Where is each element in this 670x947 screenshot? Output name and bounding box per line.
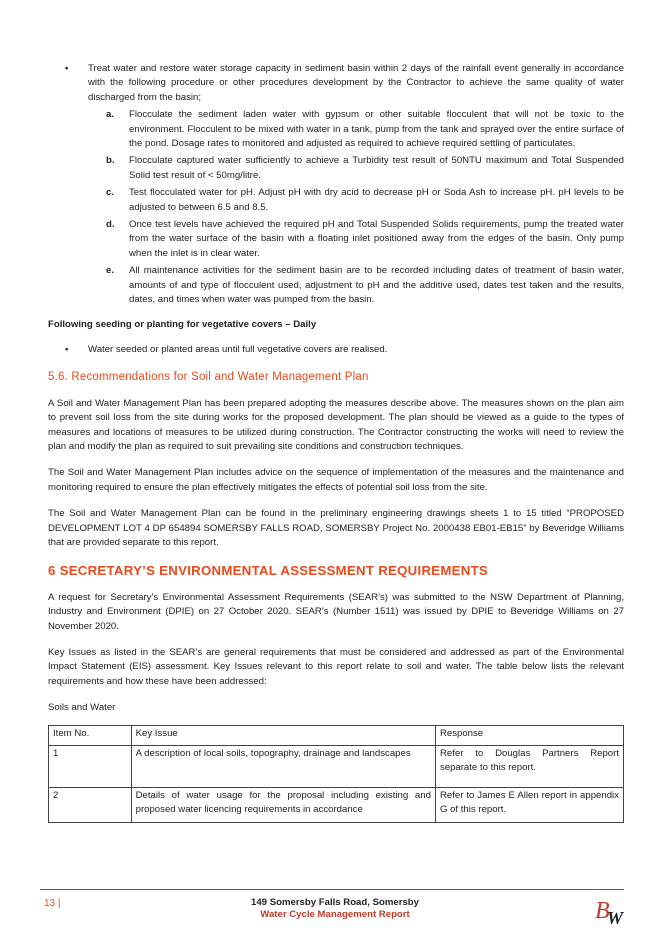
paragraph-key-issues: Key Issues as listed in the SEAR’s are general requirements that must be considered and addressed as part of the Environmental Impact Statement (EIS) assessment. Key Issues relevant to this report relate to soil and water. The table below lists the relevant requirements and how these have been addressed: <box>48 647 624 687</box>
seeding-heading: Following seeding or planting for vegetative covers – Daily <box>48 318 317 330</box>
section-5-6-heading: 5.6. Recommendations for Soil and Water Management Plan <box>48 371 369 384</box>
footer-title <box>0 897 670 921</box>
page-content <box>48 62 624 823</box>
step-d: d. Once test levels have achieved the required pH and Total Suspended Solids requirements, pump the treated water from the water surface of the basin with a floating inlet positioned away from the edges of the basin. Only pump when the inlet is in clear water. <box>106 219 624 259</box>
page-number: 13 | <box>44 898 61 909</box>
footer-address: 149 Somersby Falls Road, Somersby <box>251 897 419 908</box>
header-response: Response <box>435 725 623 745</box>
bullet-seeding <box>48 343 624 357</box>
svg-text:W: W <box>607 908 624 927</box>
paragraph-swmp-intro: A Soil and Water Management Plan has been prepared adopting the measures describe above. The measures shown on the plan aim to prevent soil loss from the site during works for the proposed development. The plan should be viewed as a guide to the types of measures and locations of measures to be utilized during construction. The Contractor constructing the works will need to review the plan and modify the plan as required to suit prevailing site conditions and construction techniques. <box>48 397 624 452</box>
cell-response: Refer to James E Allen report in appendix G of this report. <box>435 788 623 823</box>
header-item-no: Item No. <box>49 725 132 745</box>
bullet-dot: • <box>65 63 69 74</box>
cell-item: 1 <box>49 746 132 788</box>
cell-item: 2 <box>49 788 132 823</box>
paragraph-swmp-advice: The Soil and Water Management Plan includes advice on the sequence of implementation of the measures and the maintenance and monitoring required to ensure the plan effectively mitigates the effects of potential soil loss from the site. <box>48 467 624 493</box>
step-b: b. Flocculate captured water sufficiently to achieve a Turbidity test result of 50NTU maximum and Total Suspended Solid test result of < 50mg/litre. <box>106 155 624 181</box>
step-c: c. Test flocculated water for pH. Adjust pH with dry acid to decrease pH or Soda Ash to increase pH. pH levels to be adjusted to between 6.5 and 8.5. <box>106 187 624 213</box>
table-header-row <box>49 725 624 745</box>
table-row <box>49 788 624 823</box>
treatment-steps <box>48 108 624 307</box>
step-e: e. All maintenance activities for the sediment basin are to be recorded including dates of treatment of basin water, amounts of and type of flocculent used, adjustment to pH and the additive used, dates test taken and the results, dates, and times when water was pumped from the basin. <box>106 265 624 306</box>
requirements-table <box>48 725 624 823</box>
table-row <box>49 746 624 788</box>
cell-response: Refer to Douglas Partners Report separate to this report. <box>435 746 623 788</box>
bullet-dot: • <box>65 343 69 355</box>
cell-issue: Details of water usage for the proposal including existing and proposed water licencing requirements in accordance <box>131 788 435 823</box>
bullet-treat-water <box>48 62 624 105</box>
svg-text:B: B <box>595 898 610 924</box>
table-caption: Soils and Water <box>48 702 116 714</box>
cell-issue: A description of local soils, topography, drainage and landscapes <box>131 746 435 788</box>
section-6-heading: 6 SECRETARY’S ENVIRONMENTAL ASSESSMENT REQUIREMENTS <box>48 563 489 579</box>
bullet-text: Treat water and restore water storage capacity in sediment basin within 2 days of the rainfall event generally in accordance with the following procedure or other procedures development by the Contractor to achieve the same quality of water discharged from the basin; <box>88 63 624 103</box>
bullet-text: Water seeded or planted areas until full vegetative covers are realised. <box>88 343 388 355</box>
company-logo-icon <box>594 893 624 927</box>
paragraph-swmp-location: The Soil and Water Management Plan can be found in the preliminary engineering drawings sheets 1 to 15 titled “PROPOSED DEVELOPMENT LOT 4 DP 654894 SOMERSBY FALLS ROAD, SOMERSBY Project No. 2000438 EB01-EB15” by Beveridge Williams that are provided separate to this report. <box>48 508 624 548</box>
paragraph-sear-request: A request for Secretary’s Environmental Assessment Requirements (SEAR’s) was submitted to the NSW Department of Planning, Industry and Environment (DPIE) on 27 October 2020. SEAR’s (Number 1511) was issued by DPIE to Beveridge Williams on 27 November 2020. <box>48 591 624 632</box>
step-a: a. Flocculate the sediment laden water with gypsum or other suitable flocculent that will not be toxic to the environment. Flocculent to be mixed with water in a tank, pump from the tank and sprayed over the entire surface of the pond. Dosage rates to monitored and adjusted as required to achieve required settling of particulates. <box>106 109 624 150</box>
header-key-issue: Key Issue <box>131 725 435 745</box>
footer-rule <box>40 889 624 890</box>
footer-report-name: Water Cycle Management Report <box>260 909 410 920</box>
